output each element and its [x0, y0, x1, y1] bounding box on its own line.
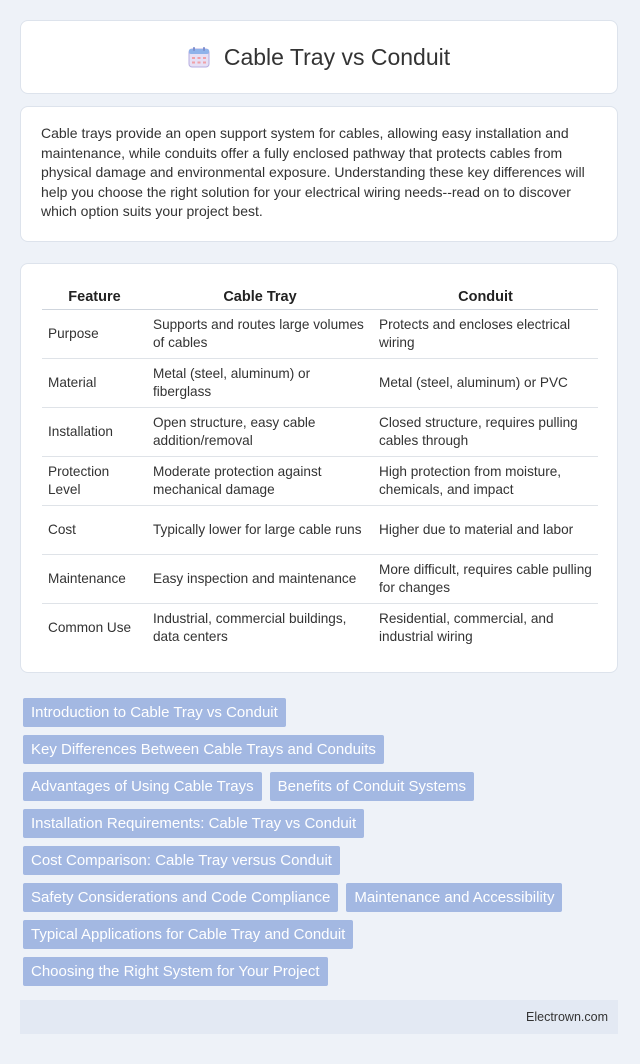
- table-row: [42, 506, 598, 555]
- cell-cable-tray: Open structure, easy cable addition/removal: [147, 408, 373, 457]
- cell-conduit: Residential, commercial, and industrial wiring: [379, 611, 554, 644]
- table-header-row: [42, 285, 598, 310]
- topic-tag-cable-tray-advantages[interactable]: Advantages of Using Cable Trays: [23, 772, 262, 801]
- cell-conduit: Metal (steel, aluminum) or PVC: [373, 359, 598, 408]
- table-row: [42, 359, 598, 408]
- cell-cable-tray: Supports and routes large volumes of cables: [147, 310, 373, 359]
- footer: [20, 1000, 618, 1034]
- table-row: [42, 604, 598, 653]
- topic-tags: [23, 698, 603, 986]
- cell-feature: Protection Level: [42, 457, 147, 506]
- title-card: [20, 20, 618, 94]
- cell-feature: Maintenance: [42, 555, 147, 604]
- cell-feature: Common Use: [48, 620, 132, 635]
- cell-cable-tray: Metal (steel, aluminum) or fiberglass: [147, 359, 373, 408]
- topic-tag-maintenance[interactable]: Maintenance and Accessibility: [346, 883, 562, 912]
- cell-cable-tray: Typically lower for large cable runs: [147, 506, 373, 555]
- calendar-icon: [188, 46, 210, 68]
- cell-conduit: More difficult, requires cable pulling for changes: [373, 555, 598, 604]
- cell-cable-tray: Moderate protection against mechanical damage: [147, 457, 373, 506]
- cell-conduit: Protects and encloses electrical wiring: [373, 310, 598, 359]
- cell-conduit: High protection from moisture, chemicals, and impact: [373, 457, 598, 506]
- intro-card: [20, 106, 618, 242]
- footer-site-name[interactable]: Electrown.com: [526, 1010, 608, 1024]
- cell-feature: Cost: [42, 506, 147, 555]
- topic-tag-key-differences[interactable]: Key Differences Between Cable Trays and Conduits: [23, 735, 384, 764]
- comparison-table: [42, 285, 598, 652]
- topic-tag-applications[interactable]: Typical Applications for Cable Tray and Conduit: [23, 920, 353, 949]
- cell-cable-tray: Easy inspection and maintenance: [147, 555, 373, 604]
- cell-conduit: Closed structure, requires pulling cables through: [373, 408, 598, 457]
- header-feature: Feature: [42, 285, 147, 310]
- page-title: Cable Tray vs Conduit: [223, 43, 451, 70]
- table-row: [42, 310, 598, 359]
- cell-conduit: Higher due to material and labor: [373, 506, 598, 555]
- intro-text: Cable trays provide an open support system for cables, allowing easy installation and maintenance, while conduits offer a fully enclosed pathway that protects cables from physical damage and environmental exposure. Understanding these key differences will help you choose the right solution for your electrical wiring needs--read on to discover which option suits your project best.: [41, 125, 585, 219]
- topic-tag-conduit-benefits[interactable]: Benefits of Conduit Systems: [270, 772, 474, 801]
- header-conduit: Conduit: [373, 285, 598, 310]
- cell-feature: Material: [42, 359, 147, 408]
- comparison-table-card: [20, 263, 618, 673]
- cell-feature: Installation: [42, 408, 147, 457]
- cell-feature: Purpose: [42, 310, 147, 359]
- table-row: [42, 408, 598, 457]
- topic-tag-choosing[interactable]: Choosing the Right System for Your Project: [23, 957, 328, 986]
- topic-tag-installation[interactable]: Installation Requirements: Cable Tray vs Conduit: [23, 809, 364, 838]
- cell-cable-tray: Industrial, commercial buildings, data centers: [153, 611, 347, 644]
- topic-tag-introduction[interactable]: Introduction to Cable Tray vs Conduit: [23, 698, 286, 727]
- topic-tag-cost[interactable]: Cost Comparison: Cable Tray versus Conduit: [23, 846, 340, 875]
- topic-tag-safety[interactable]: Safety Considerations and Code Compliance: [23, 883, 338, 912]
- header-cable-tray: Cable Tray: [147, 285, 373, 310]
- table-row: [42, 457, 598, 506]
- table-row: [42, 555, 598, 604]
